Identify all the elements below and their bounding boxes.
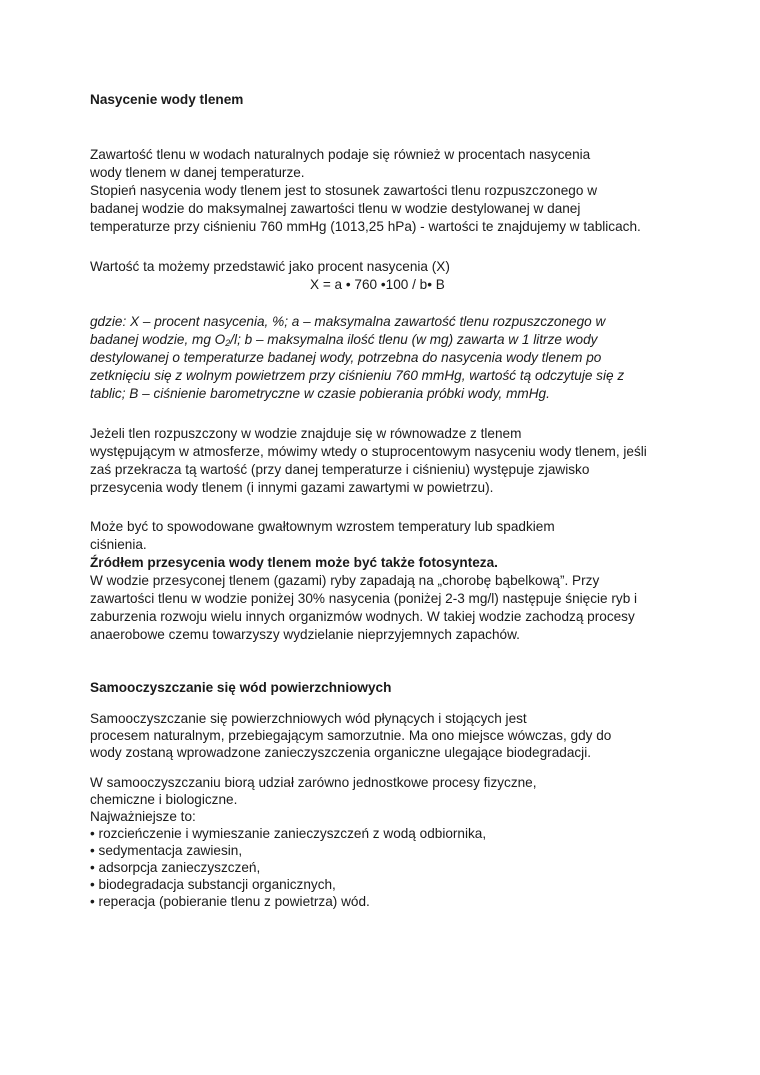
paragraph-line: zaś przekracza tą wartość (przy danej temperaturze i ciśnieniu) występuje zjawisko	[90, 462, 590, 477]
bullet-icon: •	[90, 843, 95, 858]
paragraph-line: ciśnienia.	[90, 537, 147, 552]
legend-line: zetknięciu się z wolnym powietrzem przy ciśnieniu 760 mmHg, wartość tą odczytuje się z	[90, 368, 625, 383]
formula-intro: Wartość ta możemy przedstawić jako procent nasycenia (X)	[90, 259, 450, 274]
formula: X = a • 760 •100 / b• B	[310, 277, 445, 292]
legend-line-with-subscript	[90, 331, 597, 349]
section-title-oxygen-saturation: Nasycenie wody tlenem	[90, 92, 244, 107]
list-item-text: reperacja (pobieranie tlenu z powietrza) wód.	[98, 894, 370, 909]
paragraph-line: przesycenia wody tlenem (i innymi gazami zawartymi w powietrzu).	[90, 480, 494, 495]
section-title-self-purification: Samooczyszczanie się wód powierzchniowych	[90, 680, 392, 695]
legend-line: destylowanej o temperaturze badanej wody, potrzebna do nasycenia wody tlenem po	[90, 350, 602, 365]
paragraph-line: Zawartość tlenu w wodach naturalnych podaje się również w procentach nasycenia	[90, 147, 591, 162]
list-item-text: biodegradacja substancji organicznych,	[98, 877, 336, 892]
list-item	[90, 893, 370, 911]
list-item-text: sedymentacja zawiesin,	[98, 843, 243, 858]
paragraph-line: procesem naturalnym, przebiegającym samorzutnie. Ma ono miejsce wówczas, gdy do	[90, 728, 612, 743]
bullet-icon: •	[90, 894, 95, 909]
list-item-text: rozcieńczenie i wymieszanie zanieczyszczeń z wodą odbiornika,	[98, 826, 487, 841]
paragraph-line: temperaturze przy ciśnieniu 760 mmHg (1013,25 hPa) - wartości te znajdujemy w tablicach.	[90, 219, 641, 234]
paragraph-line: zaburzenia rozwoju wielu innych organizmów wodnych. W takiej wodzie zachodzą procesy	[90, 609, 635, 624]
paragraph-line: W samooczyszczaniu biorą udział zarówno jednostkowe procesy fizyczne,	[90, 775, 537, 790]
bullet-icon: •	[90, 877, 95, 892]
bullet-icon: •	[90, 860, 95, 875]
bullet-icon: •	[90, 826, 95, 841]
paragraph-line: wody tlenem w danej temperaturze.	[90, 165, 305, 180]
legend-text: badanej wodzie, mg O	[90, 332, 226, 347]
paragraph-line: Samooczyszczanie się powierzchniowych wód płynących i stojących jest	[90, 711, 527, 726]
list-item	[90, 859, 260, 877]
list-item-text: adsorpcja zanieczyszczeń,	[98, 860, 261, 875]
paragraph-line: anaerobowe czemu towarzyszy wydzielanie nieprzyjemnych zapachów.	[90, 627, 520, 642]
paragraph-line: badanej wodzie do maksymalnej zawartości tlenu w wodzie destylowanej w danej	[90, 201, 581, 216]
paragraph-line: wody zostaną wprowadzone zanieczyszczenia organiczne ulegające biodegradacji.	[90, 745, 592, 760]
legend-line: tablic; B – ciśnienie barometryczne w czasie pobierania próbki wody, mmHg.	[90, 386, 550, 401]
list-item	[90, 876, 336, 894]
paragraph-line: Jeżeli tlen rozpuszczony w wodzie znajduje się w równowadze z tlenem	[90, 426, 522, 441]
bold-sentence: Źródłem przesycenia wody tlenem może być także fotosynteza.	[90, 555, 498, 570]
paragraph-line: W wodzie przesyconej tlenem (gazami) ryby zapadają na „chorobę bąbelkową”. Przy	[90, 573, 600, 588]
paragraph-line: Stopień nasycenia wody tlenem jest to stosunek zawartości tlenu rozpuszczonego w	[90, 183, 598, 198]
legend-text: /l; b – maksymalna ilość tlenu (w mg) zawarta w 1 litrze wody	[230, 332, 598, 347]
paragraph-line: Najważniejsze to:	[90, 809, 196, 824]
subscript: 2	[225, 338, 231, 348]
list-item	[90, 842, 242, 860]
paragraph-line: występującym w atmosferze, mówimy wtedy o stuprocentowym nasyceniu wody tlenem, jeśli	[90, 444, 647, 459]
paragraph-line: zawartości tlenu w wodzie poniżej 30% nasycenia (poniżej 2-3 mg/l) następuje śnięcie ryb i	[90, 591, 638, 606]
list-item	[90, 825, 486, 843]
paragraph-line: Może być to spowodowane gwałtownym wzrostem temperatury lub spadkiem	[90, 519, 555, 534]
legend-line: gdzie: X – procent nasycenia, %; a – maksymalna zawartość tlenu rozpuszczonego w	[90, 314, 606, 329]
paragraph-line: chemiczne i biologiczne.	[90, 792, 238, 807]
